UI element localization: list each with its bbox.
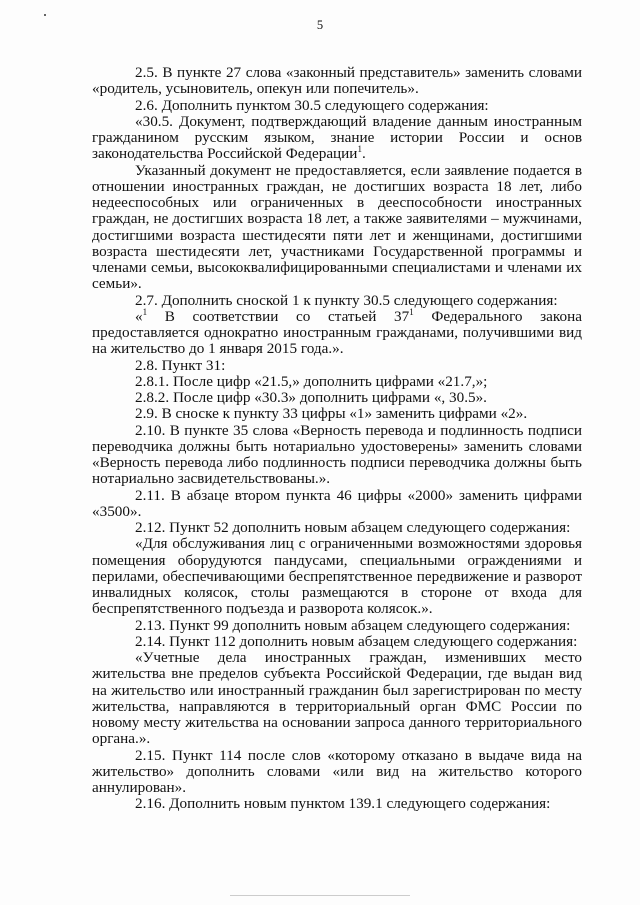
paragraph-112-addition: «Учетные дела иностранных граждан, изменивших место жительства вне пределов субъекта Российской Федерации, где выдан вид на жительство или иностранный гражданин был зарегистрирован по месту жительства, направляются в территориальный орган ФМС России по новому месту жительства на основании запроса данного территориального органа.». <box>92 649 582 748</box>
paragraph-2-6: 2.6. Дополнить пунктом 30.5 следующего содержания: <box>135 96 489 114</box>
scan-speck <box>44 14 46 16</box>
footnote-marker: 1 <box>357 144 362 155</box>
paragraph-2-8-2: 2.8.2. После цифр «30.3» дополнить цифрами «, 30.5». <box>135 389 487 406</box>
article-superscript: 1 <box>409 306 414 317</box>
paragraph-2-11: 2.11. В абзаце втором пункта 46 цифры «2000» заменить цифрами «3500». <box>92 486 582 520</box>
paragraph-2-9: 2.9. В сноске к пункту 33 цифры «1» заменить цифрами «2». <box>135 405 528 423</box>
paragraph-2-14: 2.14. Пункт 112 дополнить новым абзацем следующего содержания: <box>135 632 578 650</box>
paragraph-30-5: «30.5. Документ, подтверждающий владение данным иностранным гражданином русским языком, знание истории России и основ законодательства Российской Федерации$^1$. <box>92 112 582 163</box>
paragraph-30-5-exceptions: Указанный документ не предоставляется, если заявление подается в отношении иностранных граждан, не достигших возраста 18 лет, либо недееспособных или ограниченных в дееспособности иностранных граждан, не достигших возраста 18 лет, а также заявителями – мужчинами, достигшими возраста шестидесяти пяти лет и женщинами, достигшими возраста шестидесяти лет, участниками Государственной программы и членами семьи, высококвалифицированными специалистами и членами их семьи». <box>92 161 582 293</box>
paragraph-52-addition: «Для обслуживания лиц с ограниченными возможностями здоровья помещения оборудуются пандусами, специальными ограждениями и перилами, обеспечивающими беспрепятственное передвижение и разворот инвалидных колясок, столы размещаются в стороне от входа для беспрепятственного подъезда и разворота колясок.». <box>92 535 582 618</box>
scan-edge-line <box>230 895 410 896</box>
paragraph-2-13: 2.13. Пункт 99 дополнить новым абзацем следующего содержания: <box>135 616 571 634</box>
footnote-marker: 1 <box>142 306 148 317</box>
paragraph-2-12: 2.12. Пункт 52 дополнить новым абзацем следующего содержания: <box>135 519 571 536</box>
paragraph-footnote-text: «$^1$ В соответствии со статьей $37^1$ Федерального закона предоставляется однократно иностранным гражданами, получившими вид на жительство до 1 января 2015 года.». <box>92 306 582 358</box>
paragraph-2-8: 2.8. Пункт 31: <box>135 356 226 374</box>
document-body <box>92 65 582 813</box>
paragraph-2-8-1: 2.8.1. После цифр «21.5,» дополнить цифрами «21.7,»; <box>135 372 488 390</box>
paragraph-2-7: 2.7. Дополнить сноской 1 к пункту 30.5 следующего содержания: <box>135 291 558 309</box>
paragraph-2-16: 2.16. Дополнить новым пунктом 139.1 следующего содержания: <box>135 795 551 813</box>
page-number: 5 <box>316 18 324 32</box>
paragraph-2-5: 2.5. В пункте 27 слова «законный представитель» заменить словами «родитель, усыновитель, опекун или попечитель». <box>92 64 582 98</box>
paragraph-2-15: 2.15. Пункт 114 после слов «которому отказано в выдаче вида на жительство» дополнить словами «или вид на жительство которого аннулирован». <box>92 746 582 796</box>
paragraph-2-10: 2.10. В пункте 35 слова «Верность перевода и подлинность подписи переводчика должны быть нотариально удостоверены» заменить словами «Верность перевода либо подлинность подписи переводчика должны быть нотариально засвидетельствованы.». <box>92 421 582 488</box>
